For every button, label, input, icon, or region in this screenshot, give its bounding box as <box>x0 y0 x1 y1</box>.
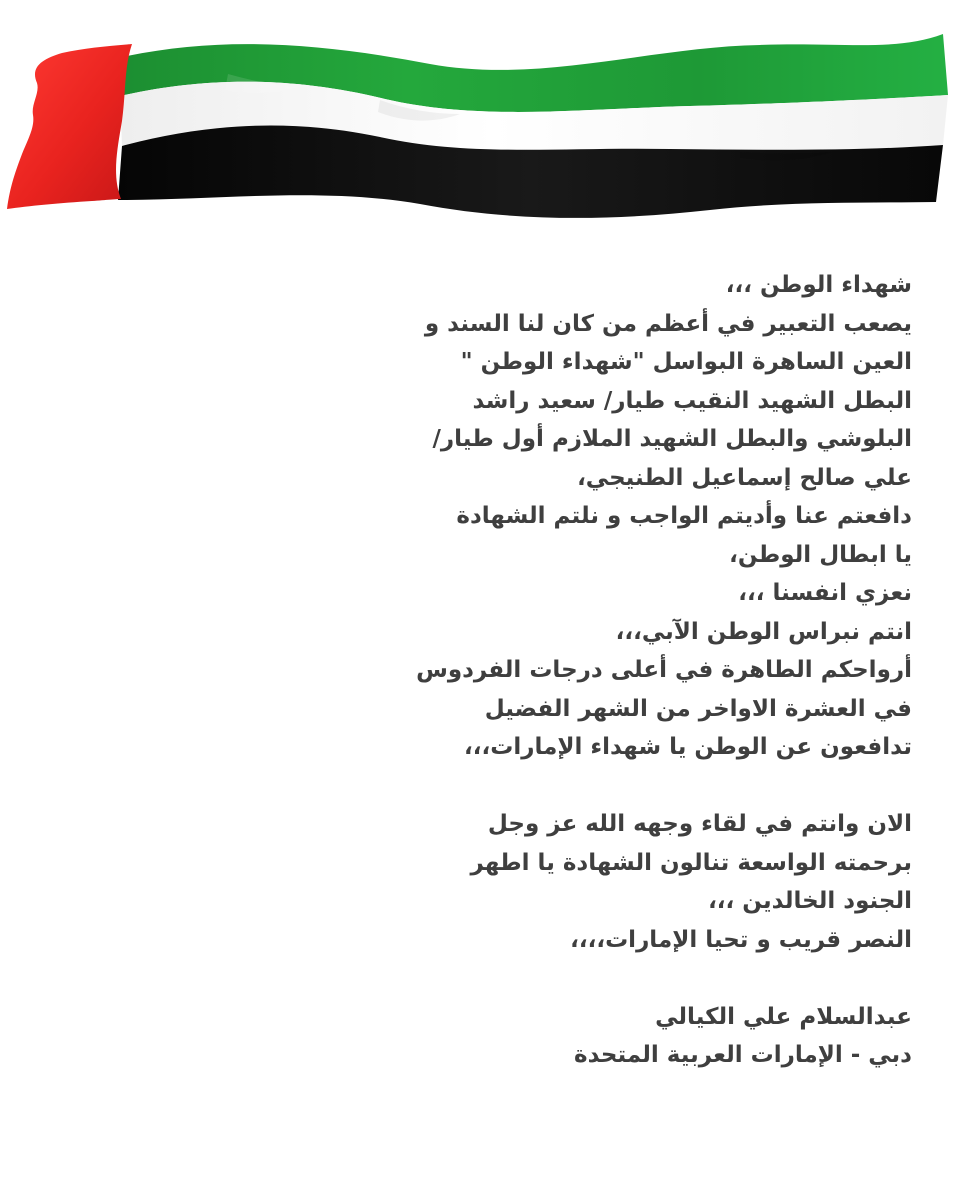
poem-line: أرواحكم الطاهرة في أعلى درجات الفردوس <box>416 657 912 683</box>
poem-line: شهداء الوطن ،،، <box>725 272 912 298</box>
poem-author: عبدالسلام علي الكيالي <box>655 1003 912 1030</box>
poem-line: الان وانتم في لقاء وجهه الله عز وجل <box>487 811 912 837</box>
poem-line: برحمته الواسعة تنالون الشهادة يا اطهر <box>470 849 912 876</box>
poem-line: دافعتم عنا وأديتم الواجب و نلتم الشهادة <box>456 503 912 529</box>
poem-spacer <box>292 767 912 806</box>
poem-line: النصر قريب و تحيا الإمارات،،،، <box>570 926 912 953</box>
poem-text-block <box>292 266 912 1075</box>
poem-spacer <box>292 959 912 998</box>
poem-line: تدافعون عن الوطن يا شهداء الإمارات،،، <box>464 734 912 760</box>
poem-line: نعزي انفسنا ،،، <box>738 580 912 606</box>
poem-line: يا ابطال الوطن، <box>729 541 912 568</box>
poem-line: علي صالح إسماعيل الطنيجي، <box>577 464 912 491</box>
poem-line: البطل الشهيد النقيب طيار/ سعيد راشد <box>472 387 912 414</box>
poem-line: يصعب التعبير في أعظم من كان لنا السند و <box>424 310 912 337</box>
poem-line: البلوشي والبطل الشهيد الملازم أول طيار/ <box>432 426 912 452</box>
poem-line: الجنود الخالدين ،،، <box>708 888 912 914</box>
uae-flag-banner <box>0 0 960 240</box>
poem-line: في العشرة الاواخر من الشهر الفضيل <box>484 695 912 722</box>
poem-line: العين الساهرة البواسل "شهداء الوطن " <box>460 349 912 375</box>
poem-location: دبي - الإمارات العربية المتحدة <box>574 1042 912 1068</box>
uae-flag-image <box>0 0 960 240</box>
flag-red-hoist <box>7 44 132 209</box>
poem-line: انتم نبراس الوطن الآبي،،، <box>615 618 912 645</box>
